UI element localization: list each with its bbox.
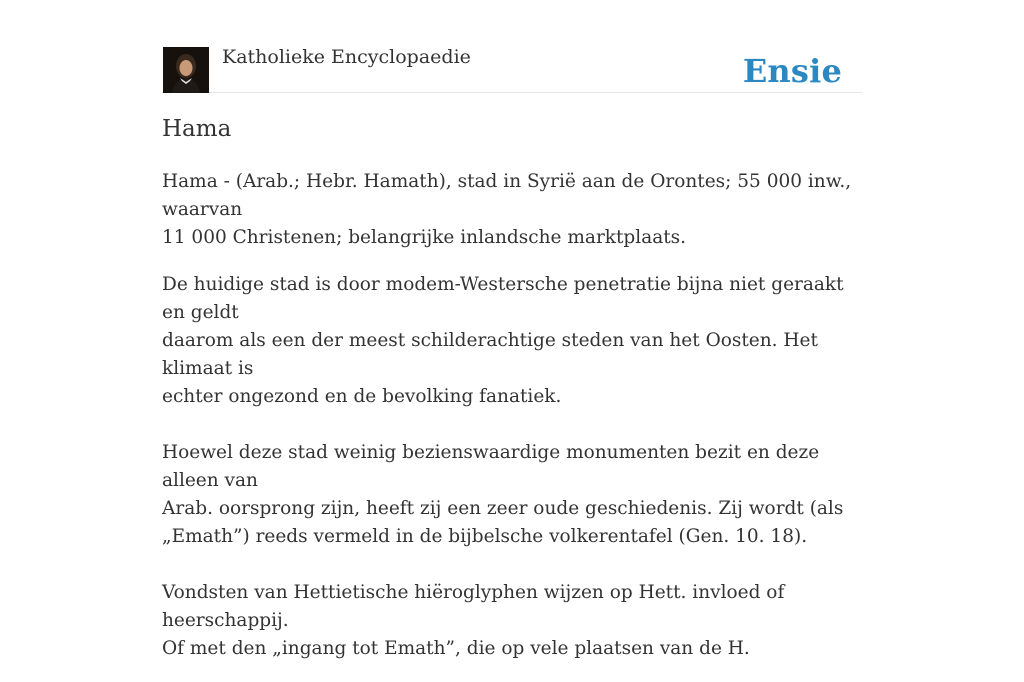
portrait-avatar-icon bbox=[163, 47, 209, 93]
page-title: Hama bbox=[162, 116, 232, 142]
site-name[interactable]: Katholieke Encyclopaedie bbox=[222, 46, 471, 68]
article-body bbox=[162, 168, 862, 682]
brand-logo[interactable]: Ensie bbox=[742, 52, 842, 90]
article-paragraph: Hama - (Arab.; Hebr. Hamath), stad in Syrië aan de Orontes; 55 000 inw., waarvan 11 000 Christenen; belangrijke inlandsche marktplaats. bbox=[162, 171, 852, 248]
site-header bbox=[162, 0, 862, 93]
article-page bbox=[162, 0, 862, 659]
avatar[interactable] bbox=[163, 47, 209, 93]
article-paragraph: De huidige stad is door modem-Westersche penetratie bijna niet geraakt en geldt daarom als een der meest schilderachtige steden van het Oosten. Het klimaat is echter ongezond en de bevolking fanatiek. Hoewel deze stad weinig bezienswaardige monumenten bezit en deze alleen van Arab. oorsprong zijn, heeft zij een zeer oude geschiedenis. Zij wordt (als „Emath”) reeds vermeld in de bijbelsche volkerentafel (Gen. 10. 18). Vondsten van Hettietische hiëroglyphen wijzen op Hett. invloed of heerschappij. Of met den „ingang tot Emath”, die op vele plaatsen van de H. bbox=[162, 274, 844, 659]
